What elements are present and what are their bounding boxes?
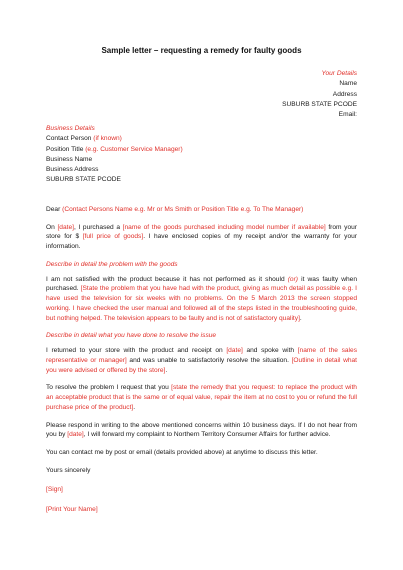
salutation-placeholder: (Contact Persons Name e.g. Mr or Ms Smith or Position Title e.g. To The Manager) — [62, 206, 304, 213]
problem-paragraph — [46, 275, 357, 324]
text-run: . — [133, 403, 136, 411]
resolve-heading: Describe in detail what you have done to resolve the issue — [46, 332, 217, 340]
closing: Yours sincerely — [46, 466, 91, 474]
text-run: it was faulty when purchased. — [46, 275, 358, 293]
price-placeholder: [full price of goods] — [82, 233, 144, 241]
position-title-line — [46, 145, 183, 155]
business-details-block — [46, 124, 183, 186]
purchase-paragraph — [46, 223, 357, 252]
text-run: and spoke with — [242, 347, 298, 355]
remedy-paragraph — [46, 383, 357, 412]
purchase-date-placeholder: [date] — [57, 223, 74, 231]
return-paragraph — [46, 346, 357, 375]
text-run: Please respond in writing to the above mentioned concerns within 10 business days. If I do not hear from you by — [46, 421, 357, 439]
business-address-line: Business Address — [46, 166, 99, 174]
contact-paragraph: You can contact me by post or email (details provided above) at anytime to discuss this letter. — [46, 448, 318, 456]
remedy-placeholder: [state the remedy that you request: to replace the product with an acceptable product that is the same or of equal value, repair the item at no cost to you or refund the full purchase price of the product] — [46, 384, 357, 411]
text-run: from your store for $ — [46, 223, 357, 241]
business-suburb-line: SUBURB STATE PCODE — [46, 176, 121, 184]
salutation — [46, 205, 357, 215]
text-run: I am not satisfied with the product because it has not performed as it should — [46, 275, 288, 283]
your-suburb-line: SUBURB STATE PCODE — [282, 100, 357, 108]
text-run: . — [299, 314, 302, 322]
your-address-line: Address — [332, 90, 357, 98]
contact-person-line — [46, 134, 183, 144]
your-email-line: Email: — [338, 111, 357, 119]
contact-person-label: Contact Person — [46, 135, 94, 143]
problem-heading: Describe in detail the problem with the goods — [46, 260, 178, 268]
business-details-heading: Business Details — [46, 125, 95, 132]
text-run: , I purchased a — [73, 223, 123, 231]
text-run: I returned to your store with the product and receipt on — [46, 347, 227, 355]
letter-body — [46, 205, 357, 525]
letter-title: Sample letter – requesting a remedy for faulty goods — [101, 46, 302, 55]
sales-rep-placeholder: [name of the sales representative or manager] — [46, 347, 357, 364]
contact-person-hint: (if known) — [93, 135, 122, 143]
your-details-heading: Your Details — [321, 70, 357, 77]
position-title-hint: (e.g. Customer Service Manager) — [85, 145, 183, 153]
business-name-line: Business Name — [46, 155, 93, 163]
text-run: . I have enclosed copies of my receipt and/or the warranty for your information. — [46, 233, 357, 251]
text-run: To resolve the problem I request that you — [46, 384, 172, 392]
problem-detail-placeholder: [State the problem that you have had with the product, giving as much detail as possible e.g. I have used the television for six weeks with no problems. On the 5 March 2013 the screen stopped working. I have checked the user manual and followed all of the steps listed in the troubleshooting guide, but nothing helped. The television appears to be faulty and is not of satisfactory quality] — [46, 285, 357, 322]
respond-paragraph — [46, 421, 357, 441]
outline-placeholder: [Outline in detail what you were advised or offered by the store] — [46, 356, 357, 374]
product-placeholder: [name of the goods purchased including model number if available] — [122, 223, 326, 231]
text-run: . — [165, 366, 168, 374]
text-run: and was unable to satisfactorily resolve the situation. — [126, 356, 292, 364]
text-run: On — [46, 223, 58, 231]
text-run: , I will forward my complaint to Northern Territory Consumer Affairs for further advice. — [83, 431, 331, 439]
print-name-placeholder: [Print Your Name] — [46, 506, 98, 514]
or-placeholder: (or) — [287, 275, 298, 283]
return-date-placeholder: [date] — [226, 347, 243, 355]
deadline-date-placeholder: [date] — [67, 431, 84, 439]
your-details-block — [282, 69, 357, 120]
position-title-label: Position Title — [46, 145, 86, 153]
sign-placeholder: [Sign] — [46, 486, 63, 494]
your-name-line: Name — [339, 80, 357, 88]
salutation-prefix: Dear — [46, 206, 63, 213]
